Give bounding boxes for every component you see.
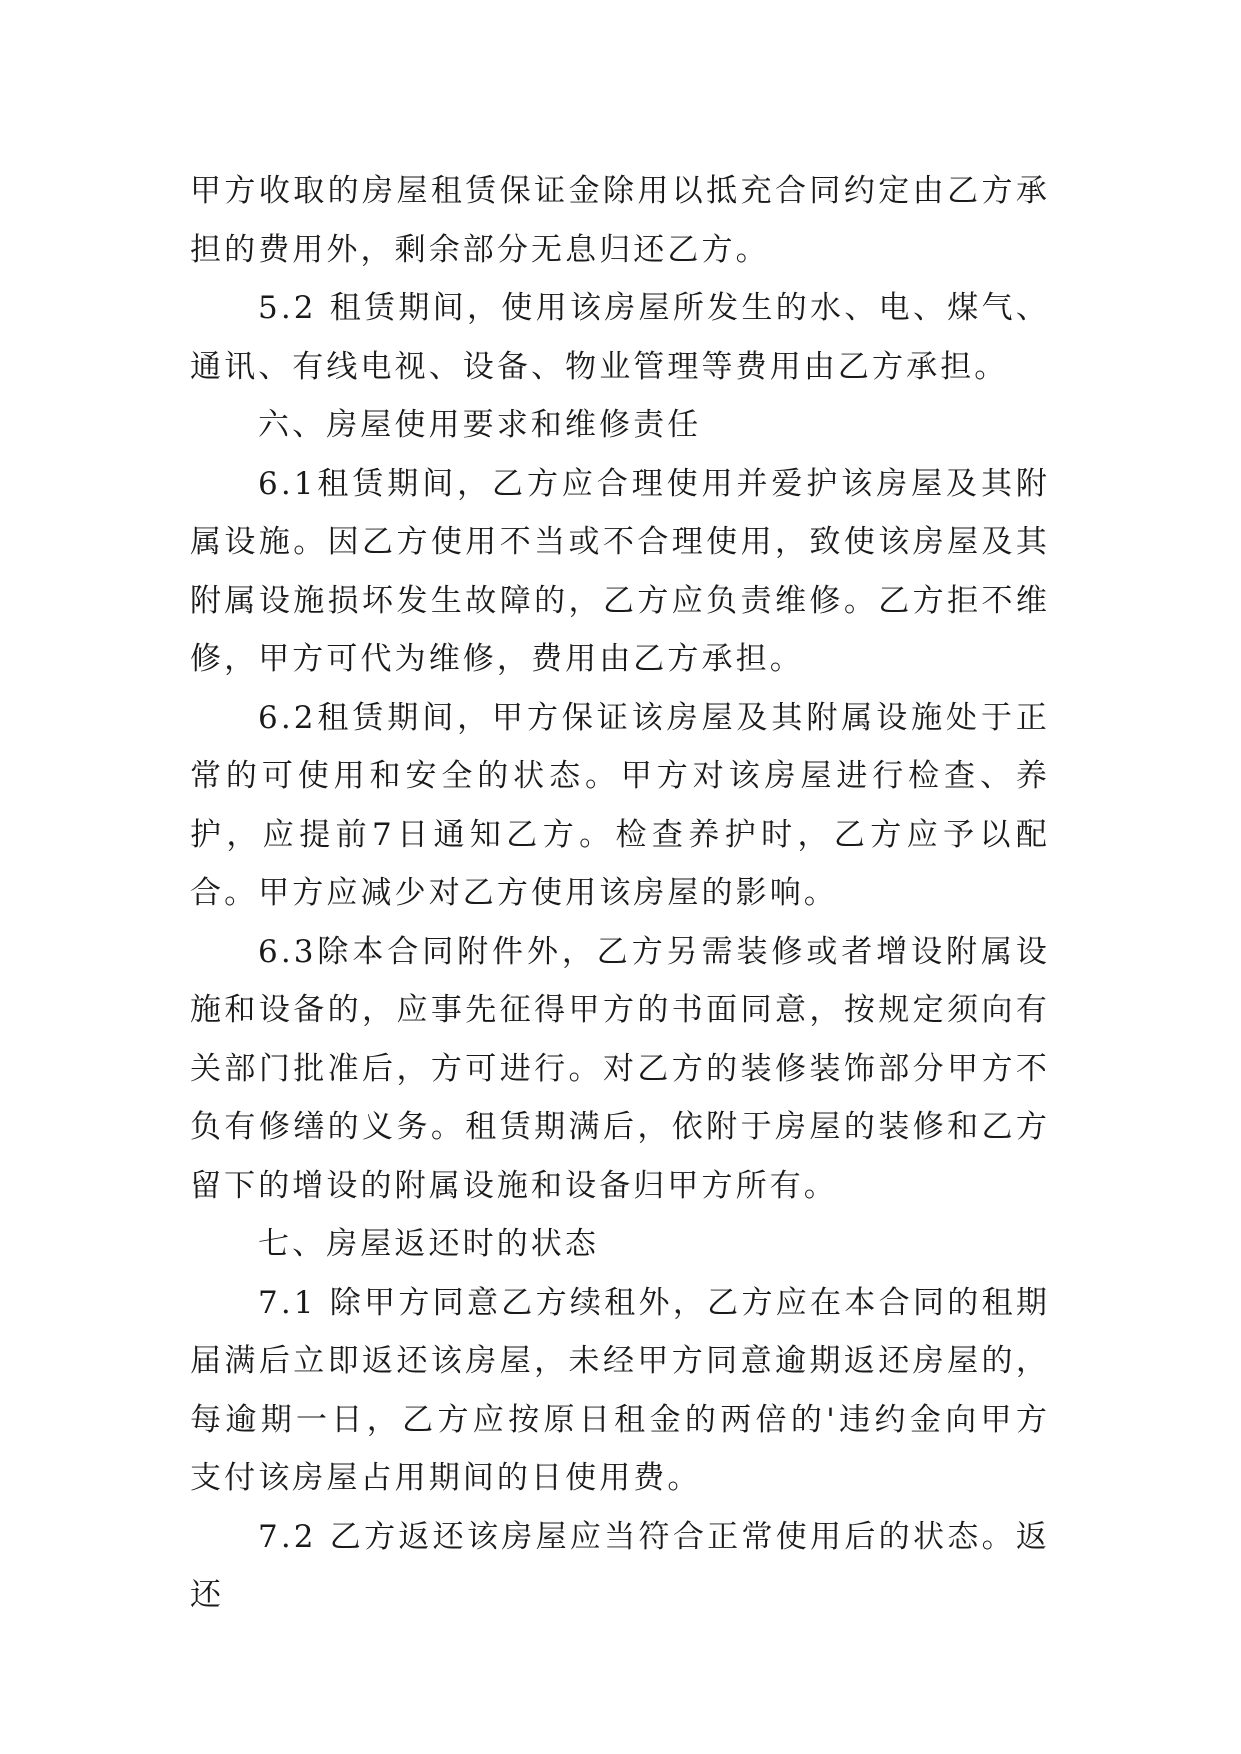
paragraph-6-3: 6.3除本合同附件外，乙方另需装修或者增设附属设施和设备的，应事先征得甲方的书面同意，按规定须向有关部门批准后，方可进行。对乙方的装修装饰部分甲方不负有修缮的义务。租赁期满后，依附于房屋的装修和乙方留下的增设的附属设施和设备归甲方所有。 (190, 933, 1050, 1204)
section-heading-7: 七、房屋返还时的状态 (258, 1226, 599, 1262)
paragraph-deposit-return: 甲方收取的房屋租赁保证金除用以抵充合同约定由乙方承担的费用外，剩余部分无息归还乙方。 (190, 173, 1050, 268)
document-body (190, 162, 1050, 1625)
section-heading-6: 六、房屋使用要求和维修责任 (258, 407, 702, 443)
paragraph-6-1: 6.1租赁期间，乙方应合理使用并爱护该房屋及其附属设施。因乙方使用不当或不合理使用，致使该房屋及其附属设施损坏发生故障的，乙方应负责维修。乙方拒不维修，甲方可代为维修，费用由乙方承担。 (190, 465, 1050, 677)
paragraph-5-2-utilities: 5.2 租赁期间，使用该房屋所发生的水、电、煤气、通讯、有线电视、设备、物业管理等费用由乙方承担。 (190, 290, 1050, 385)
paragraph-7-1: 7.1 除甲方同意乙方续租外，乙方应在本合同的租期届满后立即返还该房屋，未经甲方同意逾期返还房屋的，每逾期一日，乙方应按原日租金的两倍的'违约金向甲方支付该房屋占用期间的日使用费。 (190, 1284, 1050, 1496)
paragraph-6-2: 6.2租赁期间，甲方保证该房屋及其附属设施处于正常的可使用和安全的状态。甲方对该房屋进行检查、养护，应提前7日通知乙方。检查养护时，乙方应予以配合。甲方应减少对乙方使用该房屋的影响。 (190, 699, 1050, 911)
paragraph-7-2: 7.2 乙方返还该房屋应当符合正常使用后的状态。返还 (190, 1518, 1050, 1613)
